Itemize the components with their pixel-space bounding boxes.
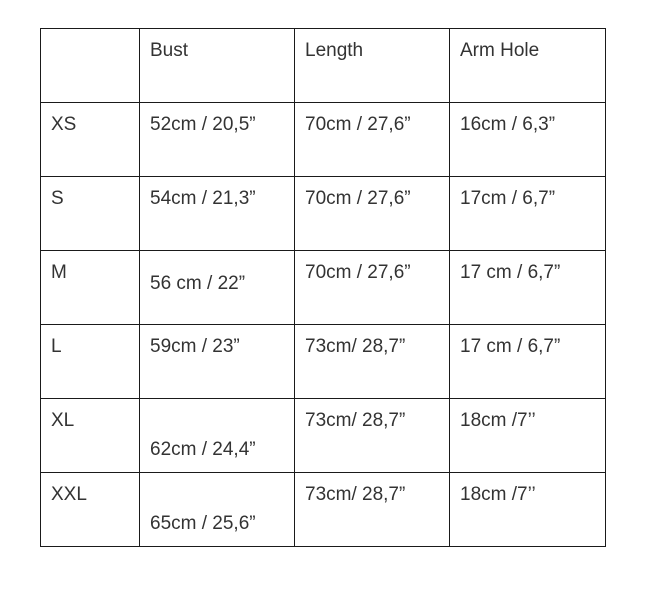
bust-cell: 59cm / 23”: [140, 325, 295, 399]
header-cell-length: Length: [295, 29, 450, 103]
table-row: [41, 177, 606, 251]
size-chart-table: [40, 28, 606, 547]
table-row: [41, 103, 606, 177]
length-cell: 73cm/ 28,7”: [295, 325, 450, 399]
arm-hole-cell: 18cm /7’’: [450, 473, 606, 547]
bust-cell: 62cm / 24,4”: [140, 399, 295, 473]
table-header-row: [41, 29, 606, 103]
table-row: [41, 325, 606, 399]
table-row: [41, 251, 606, 325]
size-cell: XL: [41, 399, 140, 473]
bust-cell: 54cm / 21,3”: [140, 177, 295, 251]
header-cell-size: [41, 29, 140, 103]
bust-cell: 56 cm / 22”: [140, 251, 295, 325]
arm-hole-cell: 17 cm / 6,7”: [450, 325, 606, 399]
size-cell: S: [41, 177, 140, 251]
header-cell-arm-hole: Arm Hole: [450, 29, 606, 103]
arm-hole-cell: 16cm / 6,3”: [450, 103, 606, 177]
arm-hole-cell: 18cm /7’’: [450, 399, 606, 473]
length-cell: 73cm/ 28,7”: [295, 399, 450, 473]
bust-cell: 65cm / 25,6”: [140, 473, 295, 547]
table-row: [41, 473, 606, 547]
length-cell: 70cm / 27,6”: [295, 251, 450, 325]
length-cell: 70cm / 27,6”: [295, 177, 450, 251]
length-cell: 70cm / 27,6”: [295, 103, 450, 177]
size-cell: XS: [41, 103, 140, 177]
arm-hole-cell: 17 cm / 6,7”: [450, 251, 606, 325]
header-cell-bust: Bust: [140, 29, 295, 103]
size-cell: L: [41, 325, 140, 399]
size-cell: XXL: [41, 473, 140, 547]
bust-cell: 52cm / 20,5”: [140, 103, 295, 177]
size-cell: M: [41, 251, 140, 325]
length-cell: 73cm/ 28,7”: [295, 473, 450, 547]
table-row: [41, 399, 606, 473]
arm-hole-cell: 17cm / 6,7”: [450, 177, 606, 251]
